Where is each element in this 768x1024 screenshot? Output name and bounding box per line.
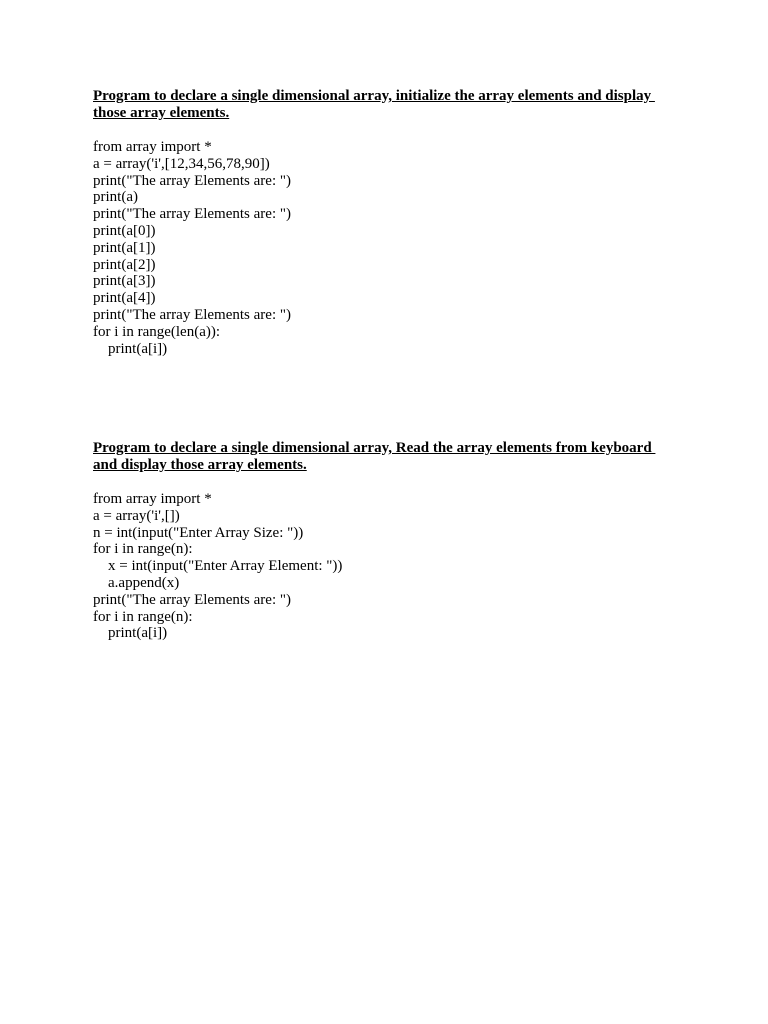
code-line: x = int(input("Enter Array Element: ")) [108, 558, 343, 575]
program-section-2 [93, 440, 693, 642]
code-block [93, 491, 693, 642]
code-line: for i in range(n): [93, 608, 193, 625]
code-line: print(a[0]) [93, 222, 156, 239]
code-line: print(a[i]) [108, 340, 168, 357]
section-heading [93, 440, 693, 474]
code-line: n = int(input("Enter Array Size: ")) [93, 524, 304, 541]
code-line: print("The array Elements are: ") [93, 172, 291, 189]
code-line: for i in range(len(a)): [93, 323, 221, 340]
code-line: print("The array Elements are: ") [93, 206, 291, 223]
heading-line: and display those array elements. [93, 457, 307, 473]
code-line: from array import * [93, 491, 212, 507]
code-line: print(a) [93, 189, 138, 206]
heading-line: Program to declare a single dimensional array, initialize the array elements and display [93, 88, 655, 104]
code-line: print(a[3]) [93, 273, 156, 290]
code-line: a.append(x) [108, 574, 180, 591]
section-heading [93, 88, 693, 122]
code-block [93, 139, 693, 357]
code-line: print(a[1]) [93, 239, 156, 256]
heading-line: those array elements. [93, 105, 230, 121]
code-line: a = array('i',[]) [93, 507, 180, 524]
program-section-1 [93, 88, 693, 357]
code-line: print(a[i]) [108, 625, 168, 642]
code-line: a = array('i',[12,34,56,78,90]) [93, 155, 270, 172]
code-line: for i in range(n): [93, 541, 193, 558]
code-line: from array import * [93, 139, 212, 155]
code-line: print("The array Elements are: ") [93, 591, 291, 608]
code-line: print(a[4]) [93, 290, 156, 307]
code-line: print("The array Elements are: ") [93, 306, 291, 323]
code-line: print(a[2]) [93, 256, 156, 273]
heading-line: Program to declare a single dimensional array, Read the array elements from keyboard [93, 440, 656, 456]
